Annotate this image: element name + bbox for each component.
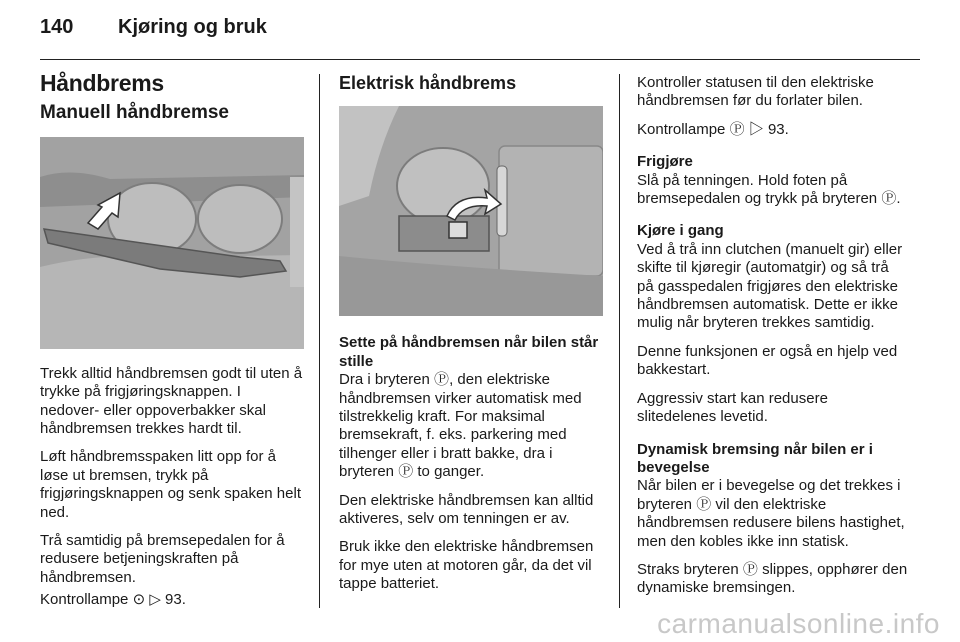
header-rule: [40, 59, 920, 60]
paragraph: Trå samtidig på bremsepedalen for å redusere betjeningskraften på håndbremsen.: [40, 532, 285, 586]
paragraph: Denne funksjonen er også en hjelp ved bakkestart.: [637, 342, 898, 379]
brake-switch-icon: Ⓟ: [729, 120, 745, 138]
paragraph: Kontroller statusen til den elektriske håndbremsen før du forlater bilen.: [637, 74, 874, 110]
brake-switch-icon: Ⓟ: [696, 495, 712, 513]
section-title: Håndbrems: [40, 70, 164, 96]
column-divider-1: [319, 74, 320, 608]
left-column: [40, 70, 304, 620]
paragraph: Aggressiv start kan redusere slitedelenes levetid.: [637, 389, 828, 426]
paragraph: [637, 477, 909, 551]
electric-handbrake-illustration: [339, 106, 603, 316]
page-header: [40, 16, 267, 39]
section-title: Elektrisk håndbrems: [339, 73, 517, 93]
watermark: carmanualsonline.info: [657, 608, 940, 639]
paragraph-text: to ganger.: [417, 463, 485, 481]
column-divider-2: [619, 74, 620, 608]
paragraph-text: slippes, opphører den dynamiske bremsingen.: [637, 560, 908, 597]
paragraph-text: , den elektriske håndbremsen virker automatisk med tilstrekkelig kraft. For maksimal bremsekraft, f. eks. parkering med tilhenger eller i bratt bakke, dra i bryteren: [339, 371, 582, 481]
subheading: Frigjøre: [637, 153, 693, 171]
page-ref-icon: ▷: [149, 591, 161, 609]
page-ref-number: 93.: [165, 591, 186, 609]
lamp-reference-label: Kontrollampe: [40, 591, 129, 609]
subheading: Sette på håndbremsen når bilen står stille: [339, 334, 599, 370]
brake-switch-icon: Ⓟ: [434, 371, 450, 389]
chapter-title: Kjøring og bruk: [118, 16, 267, 38]
middle-column: [339, 74, 603, 604]
lamp-reference-label: Kontrollampe: [637, 120, 726, 138]
paragraph: Den elektriske håndbremsen kan alltid aktiveres, selv om tenningen er av.: [339, 491, 594, 528]
paragraph: Ved å trå inn clutchen (manuelt gir) eller skifte til kjøregir (automatgir) og så trå på gasspedalen frigjøres den elektriske håndbremsen automatisk. Dette er ikke mulig når bryteren trekkes samtidig.: [637, 240, 903, 332]
paragraph-text: vil den elektriske håndbremsen redusere bilens hastighet, men den kobles ikke inn statisk.: [637, 495, 905, 550]
paragraph-text: Dra i bryteren: [339, 371, 430, 389]
brake-switch-icon: Ⓟ: [881, 190, 897, 208]
handbrake-lever-illustration: [40, 137, 304, 349]
paragraph: Trekk alltid håndbremsen godt til uten å trykke på frigjøringsknappen. I nedover- eller oppoverbakker skal håndbremsen trekkes hardt til.: [40, 364, 303, 438]
subheading: Dynamisk bremsing når bilen er i bevegelse: [637, 440, 873, 476]
brake-switch-icon: Ⓟ: [742, 560, 758, 578]
paragraph: [637, 561, 909, 598]
lamp-reference: [637, 121, 909, 139]
lamp-reference: [40, 591, 304, 609]
paragraph: [339, 371, 603, 481]
page-ref-icon: ▷: [748, 120, 764, 138]
page-number: 140: [40, 16, 74, 38]
paragraph: Løft håndbremsspaken litt opp for å løse ut bremsen, trykk på frigjøringsknappen og senk spaken helt ned.: [40, 448, 301, 521]
paragraph: Bruk ikke den elektriske håndbremsen for mye uten at motoren går, da det vil tappe batteriet.: [339, 538, 594, 593]
paragraph-text: Slå på tenningen. Hold foten på bremsepedalen og trykk på bryteren: [637, 171, 878, 208]
subheading: Kjøre i gang: [637, 222, 724, 240]
brake-switch-icon: Ⓟ: [398, 463, 414, 481]
page-ref-number: 93.: [767, 120, 789, 138]
paragraph-text: Straks bryteren: [637, 560, 739, 578]
subsection-title: Manuell håndbremse: [40, 102, 229, 124]
paragraph: Slå på tenningen. Hold foten på bremsepedalen og trykk på bryteren Ⓟ.: [637, 171, 901, 208]
paragraph-text: Når bilen er i bevegelse og det trekkes i bryteren: [637, 477, 901, 513]
warning-lamp-icon: ⊙: [132, 591, 146, 609]
right-column: [637, 74, 909, 608]
